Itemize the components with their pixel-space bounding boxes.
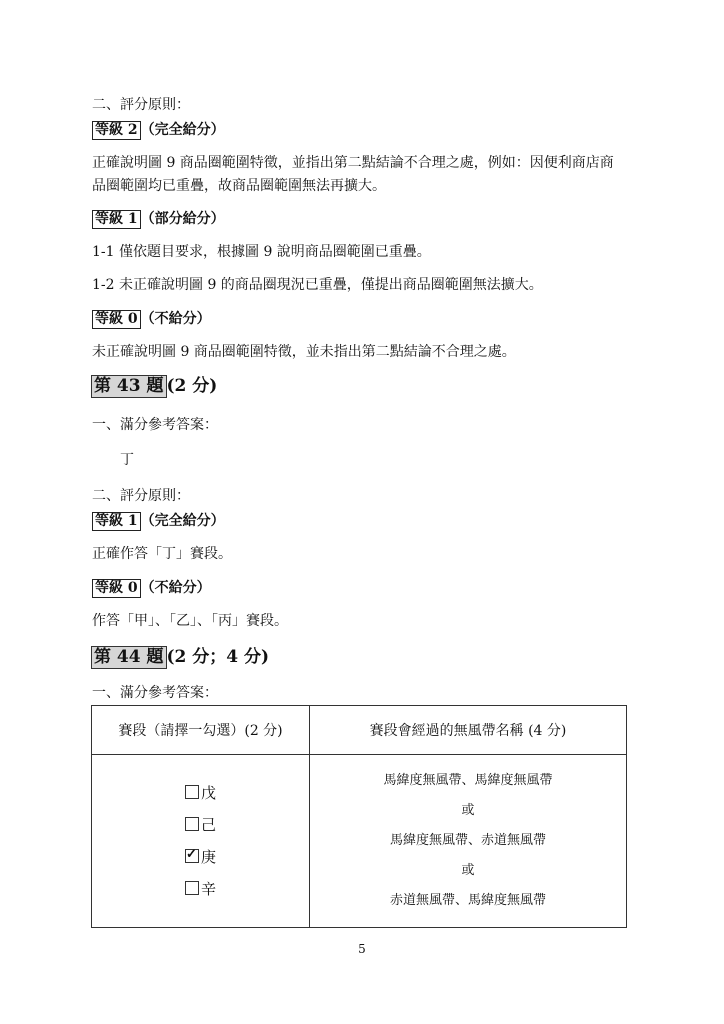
grade-2-heading — [92, 121, 225, 140]
grade-desc: （不給分） — [140, 580, 211, 596]
grade-2-text-line-2: 品圈範圍均已重疊，故商品圈範圍無法再擴大。 — [92, 178, 386, 194]
grade-1-heading — [92, 512, 225, 531]
stage-option — [93, 848, 308, 866]
option-label: 戊 — [200, 784, 216, 802]
option-label: 庚 — [200, 848, 216, 866]
checked-checkbox-icon — [185, 849, 199, 863]
question-score: (2 分) — [166, 376, 218, 396]
grade-desc: （部分給分） — [140, 211, 225, 227]
grade-label: 等級 2 — [92, 121, 141, 140]
question-43-heading — [91, 375, 217, 398]
grade-1-text: 正確作答「丁」賽段。 — [92, 546, 232, 562]
grade-1-text-2: 1-2 未正確說明圖 9 的商品圈現況已重疊，僅提出商品圈範圍無法擴大。 — [92, 277, 543, 293]
checkbox-icon — [185, 881, 199, 895]
or-separator: 或 — [461, 863, 475, 878]
question-score: (2 分；4 分) — [166, 647, 270, 667]
belt-answer: 赤道無風帶、馬緯度無風帶 — [389, 893, 546, 908]
table-header-row — [92, 706, 627, 755]
checkbox-icon — [185, 785, 199, 799]
column-header-belt: 賽段會經過的無風帶名稱 (4 分) — [310, 706, 627, 755]
grade-0-text: 作答「甲」、「乙」、「丙」賽段。 — [92, 613, 288, 629]
grade-label: 等級 1 — [92, 512, 141, 531]
answer-heading: 一、滿分參考答案： — [92, 685, 218, 701]
belt-answer: 馬緯度無風帶、馬緯度無風帶 — [383, 773, 553, 788]
grade-2-text-line-1: 正確說明圖 9 商品圈範圍特徵，並指出第二點結論不合理之處，例如：因便利商店商 — [92, 155, 614, 171]
question-number: 第 44 題 — [91, 646, 167, 669]
grade-1-text-1: 1-1 僅依題目要求，根據圖 9 說明商品圈範圍已重疊。 — [92, 244, 431, 260]
stage-option — [93, 816, 308, 834]
grade-label: 等級 1 — [92, 210, 141, 229]
belt-answer: 馬緯度無風帶、赤道無風帶 — [389, 833, 546, 848]
question-number: 第 43 題 — [91, 375, 167, 398]
answer-table — [91, 705, 627, 928]
principle-heading: 二、評分原則： — [92, 97, 190, 113]
grade-desc: （完全給分） — [140, 122, 225, 138]
principle-heading: 二、評分原則： — [92, 488, 190, 504]
answer-heading: 一、滿分參考答案： — [92, 417, 218, 433]
grade-0-text: 未正確說明圖 9 商品圈範圍特徵，並未指出第二點結論不合理之處。 — [92, 344, 516, 360]
checkbox-icon — [185, 817, 199, 831]
stage-option — [93, 880, 308, 898]
grade-desc: （不給分） — [140, 311, 211, 327]
grade-label: 等級 0 — [92, 579, 141, 598]
grade-1-heading — [92, 210, 225, 229]
column-header-stage: 賽段（請擇一勾選）(2 分) — [92, 706, 310, 755]
belt-names-cell — [310, 755, 627, 928]
grade-0-heading — [92, 579, 211, 598]
stage-options-cell — [92, 755, 310, 928]
option-label: 己 — [200, 816, 216, 834]
grade-0-heading — [92, 310, 211, 329]
stage-option — [93, 784, 308, 802]
page-number: 5 — [358, 942, 366, 956]
option-label: 辛 — [200, 880, 216, 898]
grade-label: 等級 0 — [92, 310, 141, 329]
reference-answer: 丁 — [120, 452, 134, 468]
or-separator: 或 — [461, 803, 475, 818]
table-row — [92, 755, 627, 928]
grade-desc: （完全給分） — [140, 513, 225, 529]
question-44-heading — [91, 646, 269, 669]
